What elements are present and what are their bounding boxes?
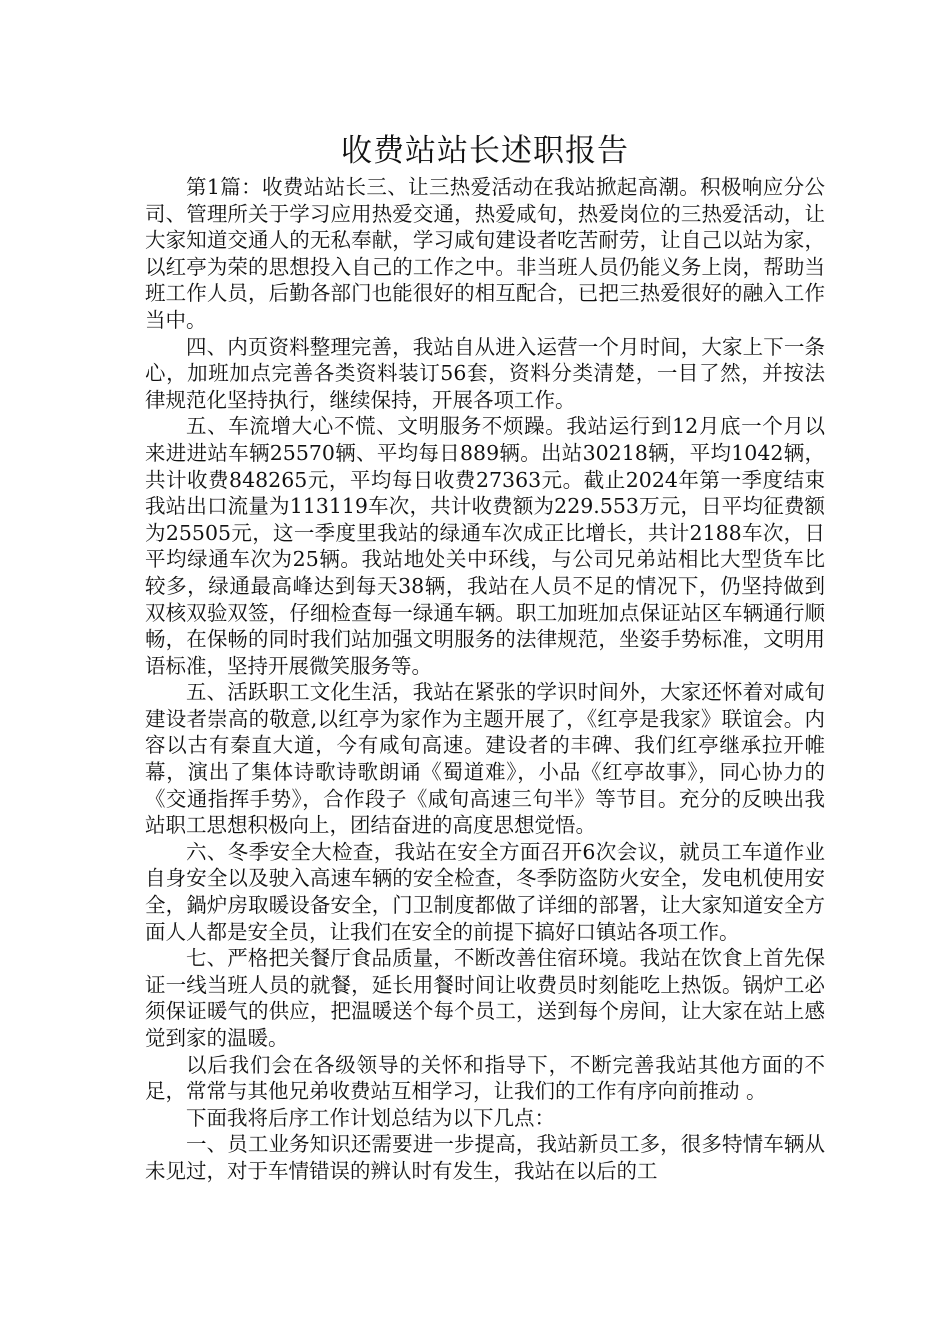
paragraph-2: 四、内页资料整理完善，我站自从进入运营一个月时间，大家上下一条心，加班加点完善各类资料装订56套，资料分类清楚，一目了然，并按法律规范化坚持执行，继续保持，开展各项工作。 — [145, 334, 825, 412]
paragraph-5: 六、冬季安全大检查，我站在安全方面召开6次会议，就员工车道作业自身安全以及驶入高速车辆的安全检查，冬季防盗防火安全，发电机使用安全，鍋炉房取暖设备安全，门卫制度都做了详细的部署，让大家知道安全方面人人都是安全员，让我们在安全的前提下搞好口镇站各项工作。 — [145, 839, 825, 944]
paragraph-7: 以后我们会在各级领导的关怀和指导下，不断完善我站其他方面的不足，常常与其他兄弟收费站互相学习，让我们的工作有序向前推动 。 — [145, 1052, 825, 1104]
paragraph-9: 一、员工业务知识还需要进一步提高，我站新员工多，很多特情车辆从未见过，对于车情错误的辨认时有发生，我站在以后的工 — [145, 1132, 825, 1183]
document-page — [145, 128, 825, 1185]
paragraph-6: 七、严格把关餐厅食品质量，不断改善住宿环境。我站在饮食上首先保证一线当班人员的就餐，延长用餐时间让收费员时刻能吃上热饭。锅炉工必须保证暖气的供应，把温暖送个每个员工，送到每个房间，让大家在站上感觉到家的温暖。 — [145, 946, 825, 1050]
paragraph-1: 第1篇：收费站站长三、让三热爱活动在我站掀起高潮。积极响应分公司、管理所关于学习应用热爱交通，热爱咸旬，热爱岗位的三热爱活动，让大家知道交通人的无私奉献，学习咸旬建设者吃苦耐劳，让自己以站为家，以红亭为荣的思想投入自己的工作之中。非当班人员仍能义务上岗，帮助当班工作人员，后勤各部门也能很好的相互配合，已把三热爱很好的融入工作当中。 — [145, 175, 825, 332]
document-title: 收费站站长述职报告 — [341, 133, 629, 169]
paragraph-8: 下面我将后序工作计划总结为以下几点： — [186, 1105, 555, 1130]
paragraph-4: 五、活跃职工文化生活，我站在紧张的学识时间外，大家还怀着对咸旬建设者崇高的敬意,以红亭为家作为主题开展了，《红亭是我家》联谊会。内容以古有秦直大道，今有咸旬高速。建设者的丰碑、我们红亭继承拉开帷幕，演出了集体诗歌诗歌朗诵《蜀道难》，小品《红亭故事》，同心协力的《交通指挥手势》，合作段子《咸旬高速三句半》等节目。充分的反映出我站职工思想积极向上，团结奋进的高度思想觉悟。 — [145, 680, 825, 838]
paragraph-3: 五、车流增大心不慌、文明服务不烦躁。我站运行到12月底一个月以来进进站车辆25570辆、平均每日889辆。出站30218辆，平均1042辆，共计收费848265元，平均每日收费27363元。截止2024年第一季度结束我站出口流量为113119车次，共计收费额为229.553万元，日平均征费额为25505元，这一季度里我站的绿通车次成正比增长，共计2188车次，日平均绿通车次为25辆。我站地处关中环线，与公司兄弟站相比大型货车比较多，绿通最高峰达到每天38辆，我站在人员不足的情况下，仍坚持做到双核双验双签，仔细检查每一绿通车辆。职工加班加点保证站区车辆通行顺畅，在保畅的同时我们站加强文明服务的法律规范，坐姿手势标准，文明用语标准，坚持开展微笑服务等。 — [145, 414, 825, 678]
